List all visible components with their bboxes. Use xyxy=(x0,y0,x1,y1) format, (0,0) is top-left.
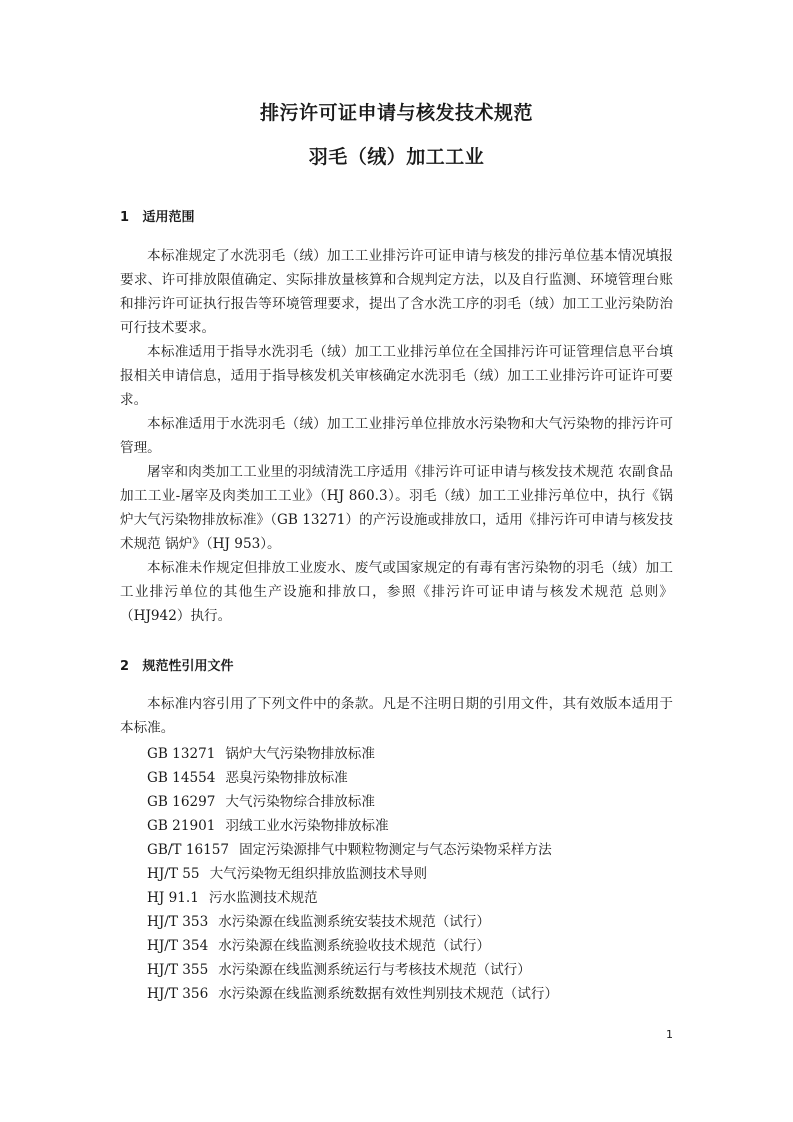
reference-item xyxy=(147,886,558,910)
reference-title: 水污染源在线监测系统运行与考核技术规范（试行） xyxy=(218,962,531,978)
section-title: 规范性引用文件 xyxy=(142,659,234,674)
paragraph: 本标准未作规定但排放工业废水、废气或国家规定的有毒有害污染物的羽毛（绒）加工工业排污单位的其他生产设施和排放口，参照《排污许可证申请与核发术规范 总则》（HJ942）执行。 xyxy=(120,560,673,624)
reference-code: HJ/T 355 xyxy=(147,962,209,978)
reference-code: HJ/T 55 xyxy=(147,866,200,882)
paragraph: 屠宰和肉类加工工业里的羽绒清洗工序适用《排污许可证申请与核发技术规范 农副食品加工工业-屠宰及肉类加工工业》（HJ 860.3）。羽毛（绒）加工工业排污单位中，执行《锅炉大气污染物排放标准》（GB 13271）的产污设施或排放口，适用《排污许可申请与核发技术规范 锅炉》（HJ 953）。 xyxy=(120,464,673,552)
reference-item xyxy=(147,862,558,886)
reference-title: 大气污染物综合排放标准 xyxy=(225,794,375,810)
section-number: 2 xyxy=(120,659,130,674)
reference-item xyxy=(147,766,558,790)
document-subtitle: 羽毛（绒）加工工业 xyxy=(308,146,485,168)
paragraph: 本标准规定了水洗羽毛（绒）加工工业排污许可证申请与核发的排污单位基本情况填报要求、许可排放限值确定、实际排放量核算和合规判定方法，以及自行监测、环境管理台账和排污许可证执行报告等环境管理要求，提出了含水洗工序的羽毛（绒）加工工业污染防治可行技术要求。 xyxy=(120,248,673,336)
reference-title: 水污染源在线监测系统验收技术规范（试行） xyxy=(218,938,491,954)
reference-title: 锅炉大气污染物排放标准 xyxy=(225,746,375,762)
reference-code: GB 13271 xyxy=(147,746,216,762)
reference-title: 固定污染源排气中颗粒物测定与气态污染物采样方法 xyxy=(239,842,552,858)
section-heading-scope xyxy=(120,206,195,225)
reference-title: 水污染源在线监测系统数据有效性判别技术规范（试行） xyxy=(218,986,559,1002)
section-title: 适用范围 xyxy=(142,210,195,225)
reference-item xyxy=(147,910,558,934)
reference-code: GB 16297 xyxy=(147,794,216,810)
reference-code: GB 14554 xyxy=(147,770,216,786)
reference-item xyxy=(147,742,558,766)
reference-item xyxy=(147,934,558,958)
reference-code: HJ 91.1 xyxy=(147,890,199,906)
reference-code: HJ/T 356 xyxy=(147,986,209,1002)
reference-title: 恶臭污染物排放标准 xyxy=(225,770,348,786)
reference-code: HJ/T 354 xyxy=(147,938,209,954)
reference-item xyxy=(147,982,558,1006)
reference-title: 污水监测技术规范 xyxy=(208,890,318,906)
reference-title: 羽绒工业水污染物排放标准 xyxy=(225,818,389,834)
reference-item xyxy=(147,958,558,982)
reference-item xyxy=(147,838,558,862)
section-number: 1 xyxy=(120,210,130,225)
paragraph: 本标准内容引用了下列文件中的条款。凡是不注明日期的引用文件，其有效版本适用于本标准。 xyxy=(120,696,673,736)
document-title: 排污许可证申请与核发技术规范 xyxy=(259,102,533,124)
reference-code: GB 21901 xyxy=(147,818,216,834)
page-number: 1 xyxy=(666,1028,673,1041)
reference-title: 大气污染物无组织排放监测技术导则 xyxy=(209,866,428,882)
reference-item xyxy=(147,814,558,838)
reference-code: GB/T 16157 xyxy=(147,842,230,858)
reference-list xyxy=(147,742,558,1006)
paragraph: 本标准适用于指导水洗羽毛（绒）加工工业排污单位在全国排污许可证管理信息平台填报相关申请信息，适用于指导核发机关审核确定水洗羽毛（绒）加工工业排污许可证许可要求。 xyxy=(120,344,673,408)
reference-item xyxy=(147,790,558,814)
reference-code: HJ/T 353 xyxy=(147,914,209,930)
paragraph: 本标准适用于水洗羽毛（绒）加工工业排污单位排放水污染物和大气污染物的排污许可管理。 xyxy=(120,416,673,456)
section-heading-references xyxy=(120,655,234,674)
reference-title: 水污染源在线监测系统安装技术规范（试行） xyxy=(218,914,491,930)
